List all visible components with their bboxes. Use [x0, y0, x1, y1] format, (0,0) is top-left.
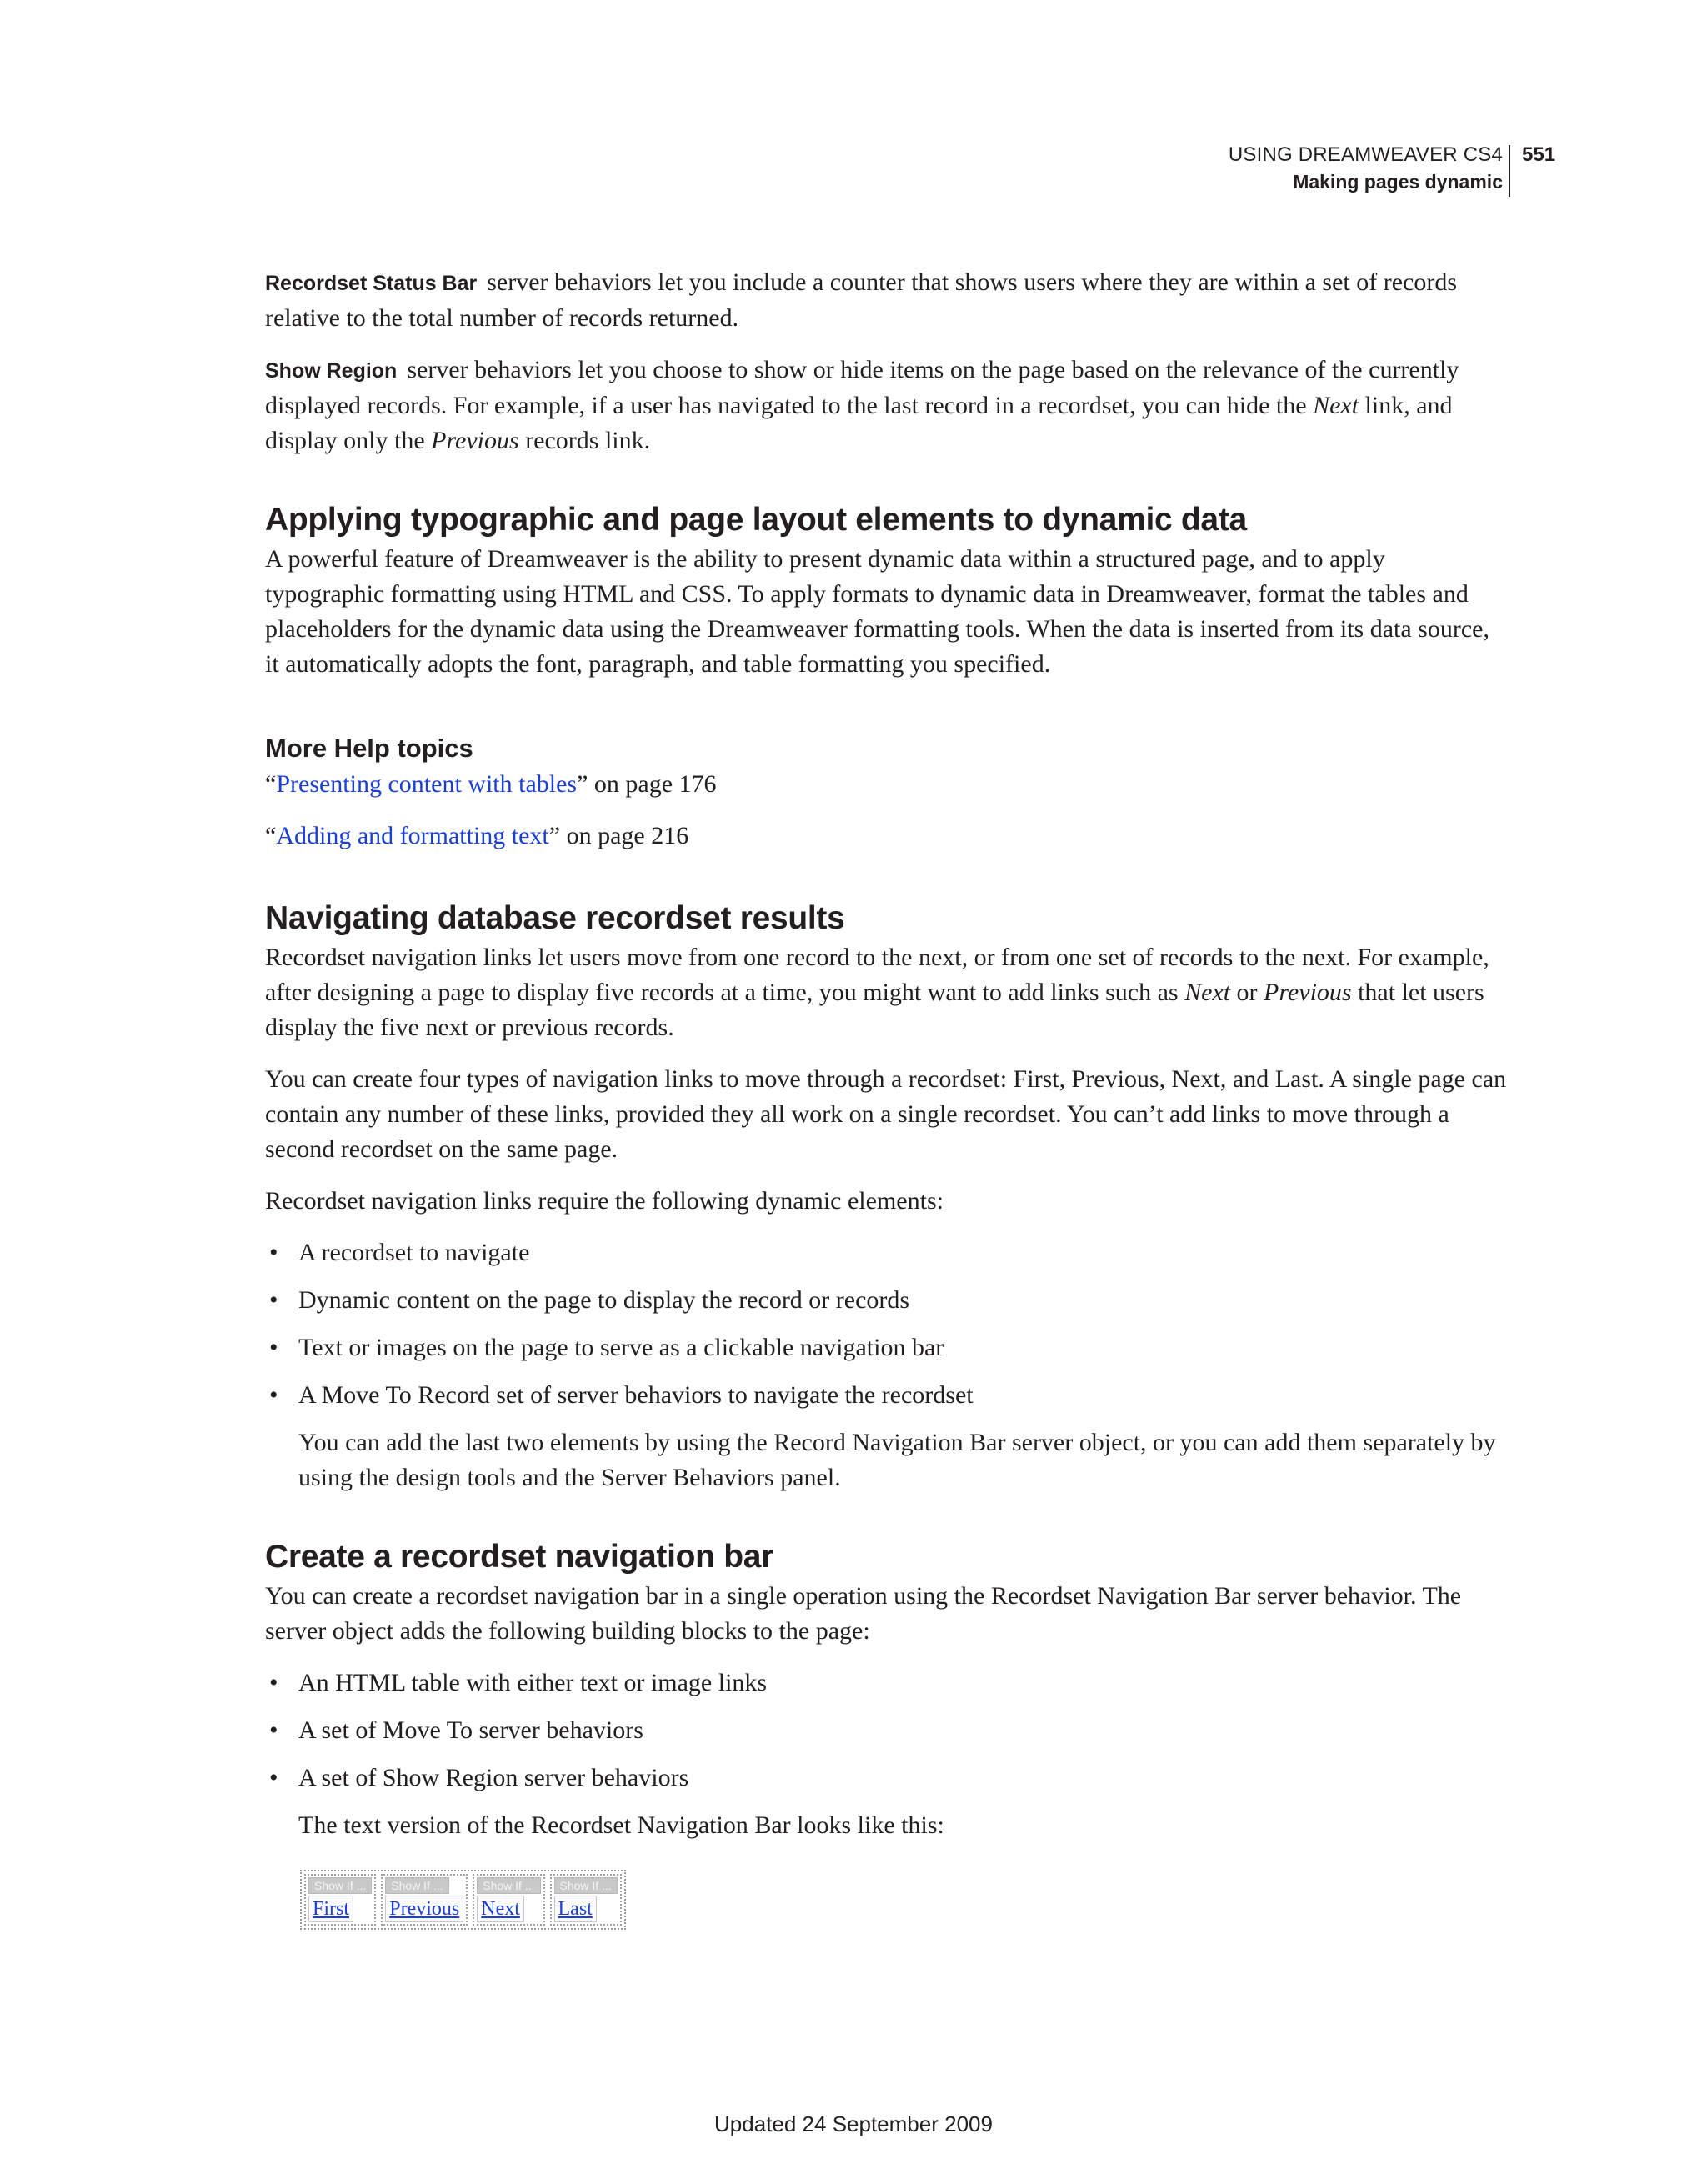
chapter-title: Making pages dynamic: [1293, 171, 1503, 193]
list-item: [265, 1378, 1507, 1413]
nav-cell-next: [473, 1874, 544, 1926]
show-if-tag: Show If ...: [477, 1877, 540, 1894]
list-item-text: A Move To Record set of server behaviors to navigate the recordset: [298, 1381, 974, 1409]
heading-navigating: Navigating database recordset results: [265, 900, 845, 936]
help-link-formatting-text[interactable]: Adding and formatting text: [276, 822, 549, 849]
nav-link-next[interactable]: Next: [477, 1896, 524, 1922]
status-bar-paragraph: [265, 265, 1507, 336]
list-item: [265, 1330, 1507, 1365]
bullet-glyph: •: [269, 1764, 278, 1791]
page-number: 551: [1522, 143, 1556, 166]
bullet-glyph: •: [269, 1669, 278, 1696]
show-region-term: Show Region: [265, 359, 398, 383]
bullet-glyph: •: [269, 1716, 278, 1744]
book-title: USING DREAMWEAVER CS4: [1228, 143, 1503, 166]
heading-navbar: Create a recordset navigation bar: [265, 1539, 773, 1575]
navigating-text: that let users display the five next or previous records.: [265, 979, 1484, 1041]
help-link-presenting-tables[interactable]: Presenting content with tables: [276, 770, 578, 798]
bullet-glyph: •: [269, 1239, 278, 1266]
status-bar-text: server behaviors let you include a counter that shows users where they are within a set of records relative to the total number of records returned.: [265, 268, 1458, 332]
list-item: [265, 1761, 1507, 1796]
list-item: [265, 1713, 1507, 1748]
list-item-text: A set of Show Region server behaviors: [298, 1764, 689, 1791]
navbar-body: You can create a recordset navigation bar in a single operation using the Recordset Navigation Bar server behavior. The server object adds the following building blocks to the page:: [265, 1582, 1462, 1645]
bullet-glyph: •: [269, 1381, 278, 1409]
list-item: [265, 1666, 1507, 1701]
bullet-glyph: •: [269, 1286, 278, 1314]
running-header-text: [1229, 142, 1503, 195]
list-item: [265, 1235, 1507, 1270]
help-link-item: [265, 819, 1507, 854]
bullet-glyph: •: [269, 1334, 278, 1361]
navigating-text: Recordset navigation links let users move from one record to the next, or from one set of records to the next. For example, after designing a page to display five records at a time, you might want to add links such as: [265, 944, 1489, 1006]
heading-typography: Applying typographic and page layout elements to dynamic data: [265, 502, 1247, 538]
show-region-text-3: records link.: [518, 427, 651, 454]
navigating-paragraph-1: [265, 940, 1507, 1045]
nav-cell-previous: [381, 1874, 468, 1926]
recordset-navigation-bar-sample: [300, 1870, 626, 1930]
status-bar-term: Recordset Status Bar: [265, 272, 478, 295]
more-help-heading: More Help topics: [265, 734, 473, 763]
list-item: [265, 1283, 1507, 1318]
header-divider: [1509, 145, 1510, 197]
show-region-next: Next: [1313, 392, 1359, 419]
list-item-text: Dynamic content on the page to display the record or records: [298, 1286, 910, 1314]
dynamic-elements-note: You can add the last two elements by using the Record Navigation Bar server object, or you can add them separately by using the design tools and the Server Behaviors panel.: [298, 1429, 1496, 1491]
show-if-tag: Show If ...: [385, 1877, 448, 1894]
help-link-page-ref: ” on page 216: [548, 822, 689, 849]
list-item-text: An HTML table with either text or image links: [298, 1669, 768, 1696]
page-content: [265, 265, 1507, 1930]
help-link-open-quote: “: [265, 770, 277, 798]
list-item-text: A set of Move To server behaviors: [298, 1716, 643, 1744]
help-link-open-quote: “: [265, 822, 277, 849]
show-region-paragraph: [265, 353, 1507, 458]
list-item-text: Text or images on the page to serve as a clickable navigation bar: [298, 1334, 944, 1361]
show-region-text-2: link, and display only the: [265, 392, 1453, 454]
navigating-or: or: [1230, 979, 1264, 1006]
help-link-page-ref: ” on page 176: [577, 770, 717, 798]
show-if-tag: Show If ...: [308, 1877, 372, 1894]
help-link-item: [265, 767, 1507, 802]
nav-link-previous[interactable]: Previous: [385, 1896, 463, 1922]
building-blocks-list: [265, 1666, 1507, 1796]
nav-cell-first: [304, 1874, 376, 1926]
show-region-previous: Previous: [431, 427, 519, 454]
navigating-paragraph-3: Recordset navigation links require the following dynamic elements:: [265, 1187, 944, 1215]
typography-body: A powerful feature of Dreamweaver is the ability to present dynamic data within a structured page, and to apply typographic formatting using HTML and CSS. To apply formats to dynamic data in Dreamweaver, format the tables and placeholders for the dynamic data using the Dreamweaver formatting tools. When the data is inserted from its data source, it automatically adopts the font, paragraph, and table formatting you specified.: [265, 545, 1489, 678]
dynamic-elements-list: [265, 1235, 1507, 1413]
show-region-text-1: server behaviors let you choose to show or hide items on the page based on the relevance of the currently displayed records. For example, if a user has navigated to the last record in a recordset, you can hide the: [265, 356, 1459, 419]
navigating-paragraph-2: You can create four types of navigation links to move through a recordset: First, Previous, Next, and Last. A single page can contain any number of these links, provided they all work on a single recordset. You can’t add links to move through a second recordset on the same page.: [265, 1065, 1507, 1163]
page-footer: Updated 24 September 2009: [714, 2111, 993, 2136]
navbar-sample-caption: The text version of the Recordset Navigation Bar looks like this:: [298, 1811, 944, 1839]
navigating-next: Next: [1184, 979, 1231, 1006]
navigating-previous: Previous: [1264, 979, 1352, 1006]
show-if-tag: Show If ...: [554, 1877, 618, 1894]
nav-cell-last: [550, 1874, 622, 1926]
nav-link-first[interactable]: First: [308, 1896, 353, 1922]
nav-link-last[interactable]: Last: [554, 1896, 597, 1922]
list-item-text: A recordset to navigate: [298, 1239, 530, 1266]
